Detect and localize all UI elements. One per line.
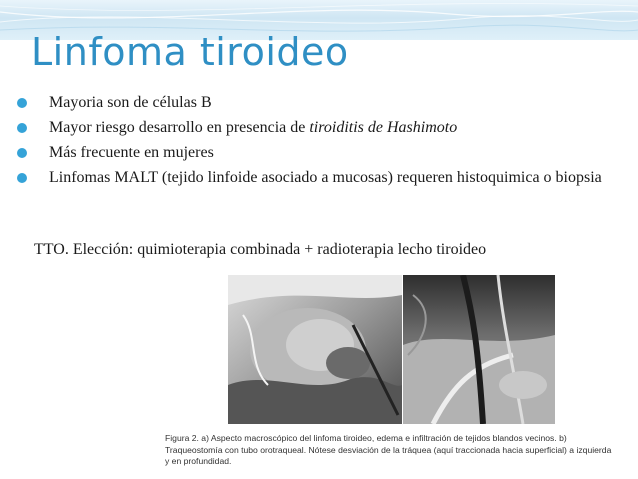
figure-caption: Figura 2. a) Aspecto macroscópico del linfoma tiroideo, edema e infiltración de tejidos blandos vecinos. b) Traqueostomía con tubo orotraqueal. Nótese desviación de la tráquea (aquí traccionada hacia superficial) a izquierda y en profundidad.: [165, 433, 612, 466]
bullet-dot-icon: [17, 173, 27, 183]
bullet-item: [14, 142, 614, 164]
bullet-item: [14, 167, 614, 189]
bullet-text: Mayoria son de células B: [49, 94, 212, 111]
bullet-dot-icon: [17, 148, 27, 158]
surgical-photo-a: [228, 275, 402, 424]
bullet-item: [14, 92, 614, 114]
bullet-item: [14, 117, 614, 139]
bullet-text: Mayor riesgo desarrollo en presencia de: [49, 119, 310, 136]
treatment-line: TTO. Elección: quimioterapia combinada + radioterapia lecho tiroideo: [34, 241, 487, 258]
bullet-text: Linfomas MALT (tejido linfoide asociado a mucosas) requeren histoquimica o biopsia: [49, 169, 602, 186]
bullet-dot-icon: [17, 98, 27, 108]
surgical-photo-b: [403, 275, 555, 424]
bullet-text: Más frecuente en mujeres: [49, 144, 214, 161]
figure: [158, 273, 623, 479]
bullet-emphasis: tiroiditis de Hashimoto: [309, 119, 458, 136]
bullet-dot-icon: [17, 123, 27, 133]
slide-title: Linfoma tiroideo: [31, 30, 349, 74]
bullet-list: [14, 92, 614, 192]
